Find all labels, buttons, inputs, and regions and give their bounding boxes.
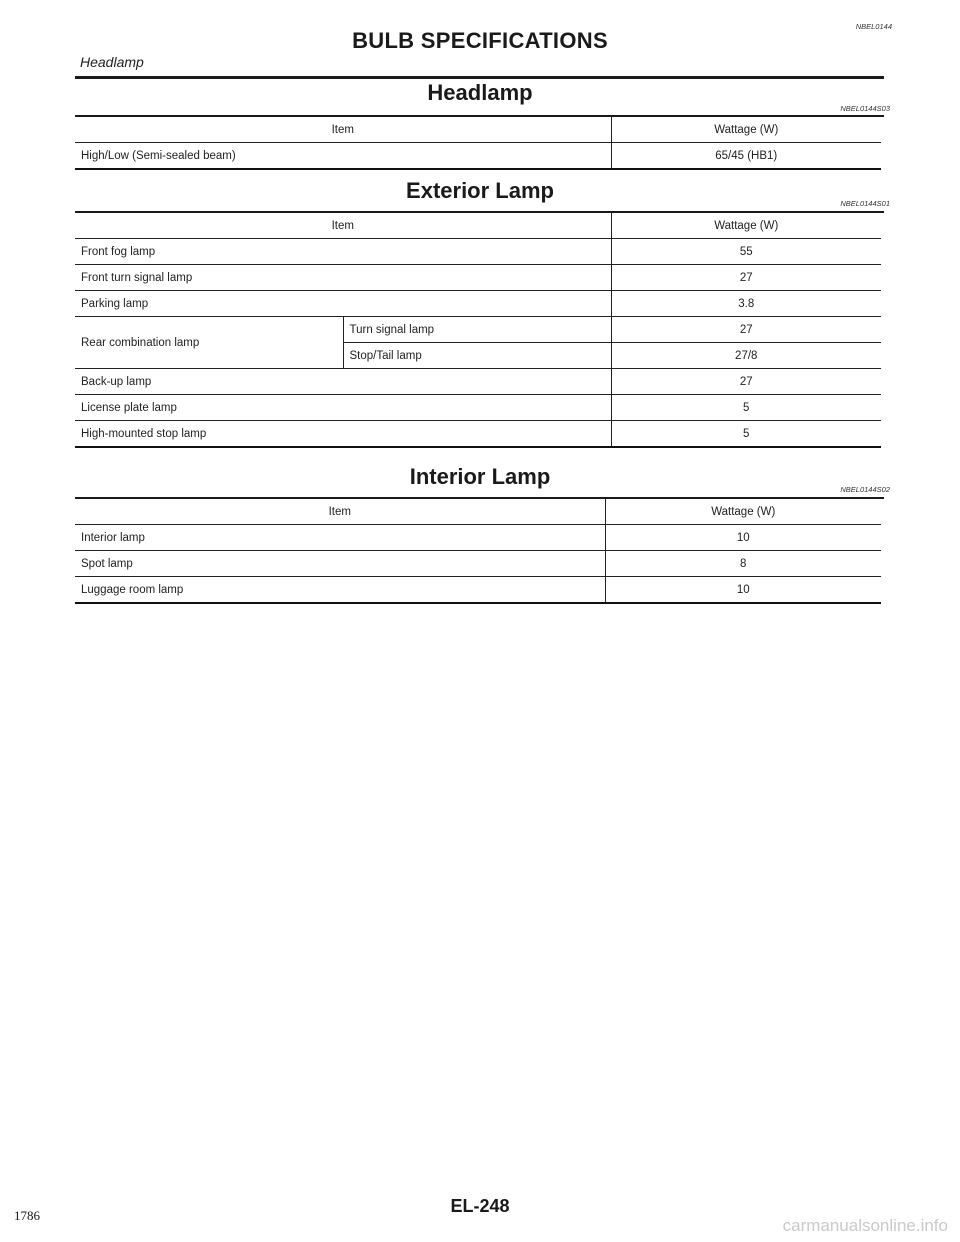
table-row	[75, 369, 881, 395]
header-rule	[75, 76, 884, 79]
row-item: Spot lamp	[75, 551, 605, 577]
column-header-wattage: Wattage (W)	[611, 117, 881, 143]
interior-table	[75, 499, 881, 604]
row-item: Front fog lamp	[75, 239, 611, 265]
footer-sheet-number: 1786	[14, 1208, 40, 1223]
row-item: Luggage room lamp	[75, 577, 605, 604]
row-item: Interior lamp	[75, 525, 605, 551]
row-item: Back-up lamp	[75, 369, 611, 395]
row-wattage: 10	[605, 525, 881, 551]
table-row	[75, 395, 881, 421]
exterior-table	[75, 213, 881, 448]
row-wattage: 27	[611, 317, 881, 343]
headlamp-section-title: Headlamp	[427, 80, 533, 105]
table-row	[75, 291, 881, 317]
section-header-label: Headlamp	[80, 54, 144, 70]
column-header-wattage: Wattage (W)	[605, 499, 881, 525]
headlamp-table	[75, 117, 881, 170]
table-row	[75, 317, 881, 343]
column-header-wattage: Wattage (W)	[611, 213, 881, 239]
table-row	[75, 525, 881, 551]
table-row	[75, 265, 881, 291]
row-wattage: 27	[611, 265, 881, 291]
row-item: High-mounted stop lamp	[75, 421, 611, 448]
row-wattage: 5	[611, 421, 881, 448]
row-subitem: Stop/Tail lamp	[343, 343, 611, 369]
column-header-item: Item	[75, 213, 611, 239]
row-item: Parking lamp	[75, 291, 611, 317]
row-item: Rear combination lamp	[75, 317, 343, 369]
row-wattage: 10	[605, 577, 881, 604]
row-wattage: 27/8	[611, 343, 881, 369]
column-header-item: Item	[75, 499, 605, 525]
row-wattage: 3.8	[611, 291, 881, 317]
row-wattage: 27	[611, 369, 881, 395]
row-wattage: 8	[605, 551, 881, 577]
row-wattage: 55	[611, 239, 881, 265]
row-item: Front turn signal lamp	[75, 265, 611, 291]
exterior-section-code: NBEL0144S01	[840, 199, 890, 208]
page-title: BULB SPECIFICATIONS	[352, 28, 608, 53]
table-header-row	[75, 117, 881, 143]
table-row	[75, 577, 881, 604]
row-subitem: Turn signal lamp	[343, 317, 611, 343]
table-row	[75, 551, 881, 577]
table-row	[75, 421, 881, 448]
watermark-text: carmanualsonline.info	[782, 1216, 948, 1235]
row-wattage: 5	[611, 395, 881, 421]
table-header-row	[75, 499, 881, 525]
table-row	[75, 239, 881, 265]
table-row	[75, 143, 881, 170]
row-wattage: 65/45 (HB1)	[611, 143, 881, 170]
page-number: EL-248	[450, 1196, 510, 1216]
document-code: NBEL0144	[855, 22, 892, 31]
exterior-section-title: Exterior Lamp	[406, 178, 554, 203]
interior-section-title: Interior Lamp	[409, 464, 551, 489]
row-item: High/Low (Semi-sealed beam)	[75, 143, 611, 170]
interior-section-code: NBEL0144S02	[840, 485, 890, 494]
headlamp-section-code: NBEL0144S03	[840, 104, 890, 113]
table-header-row	[75, 213, 881, 239]
column-header-item: Item	[75, 117, 611, 143]
row-item: License plate lamp	[75, 395, 611, 421]
